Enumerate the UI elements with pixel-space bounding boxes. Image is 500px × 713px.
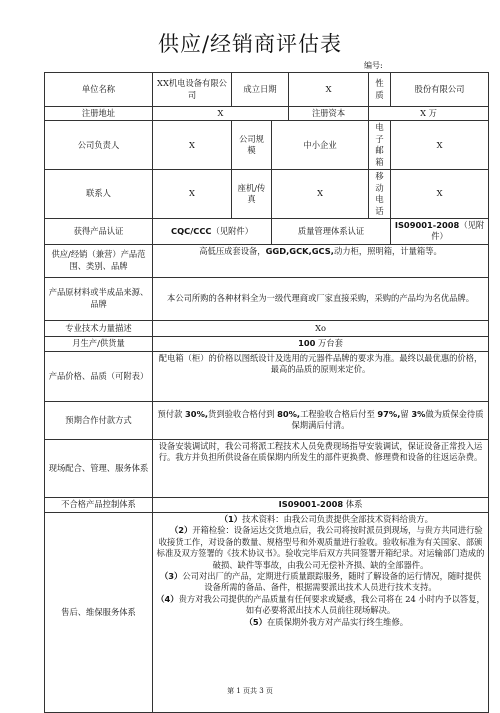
qms-cert-code: IS09001-2008: [394, 219, 460, 230]
product-cert-code: CQC/CCC: [170, 225, 212, 236]
page-footer: 第 1 页共 3 页: [227, 687, 273, 695]
table-row: [45, 121, 489, 170]
product-scope-text-b: 动力柜，照明箱，计量箱等。: [333, 245, 442, 256]
after-sales-item-text: 开箱检验：设备运达交货地点后，我公司将按时派员到现场，与贵方共同进行验收接货工作，对设备的数量、规格型号和外观质量进行验收。验收标准为有关国家、部颁标准及双方签署的《技术协议书》。验收完毕后双方共同签署开箱纪录。对运输部门造成的破损、缺件等事故，由我公司无偿补齐损、缺的全部器件。: [156, 525, 485, 570]
doc-number-label: 编号:: [364, 61, 383, 70]
mobile-value: X: [391, 170, 489, 219]
payment-text: 做为质保金待质保期满后付清。: [291, 408, 484, 431]
after-sales-item-number: （3）: [159, 571, 183, 581]
materials-label: 产品原材料或半成品来源、品牌: [45, 277, 153, 320]
table-row: [45, 497, 489, 512]
after-sales-label: 售后、维保服务体系: [45, 512, 153, 712]
nonconforming-system: 体系: [343, 499, 363, 510]
after-sales-item-text: 技术资料：由我公司负责提供全部技术资料给贵方。: [242, 513, 433, 524]
product-scope-text-a: 高低压成套设备，: [199, 245, 266, 256]
product-cert-note: （见附件）: [211, 225, 254, 236]
reg-address-label: 注册地址: [45, 107, 153, 121]
person-in-charge-value: X: [153, 121, 232, 170]
nature-label: 性质: [369, 73, 391, 107]
after-sales-item-text: 贵方对我公司提供的产品质量有任何要求或疑惑，我公司将在 24 小时内予以答复，如有必要将派出技术人员前往现场解决。: [178, 593, 485, 616]
tech-staff-label: 专业技术力量描述: [45, 320, 153, 336]
capacity-unit: 万台套: [315, 338, 343, 349]
product-cert-value: [153, 218, 272, 244]
after-sales-item: [156, 525, 485, 571]
price-quality-value: 配电箱（柜）的价格以图纸设计及选用的元器件品牌的要求为准。最终以最优惠的价格，最高的品质的原则来定价。: [153, 351, 489, 401]
nonconforming-code: IS09001-2008: [278, 499, 344, 510]
after-sales-item: [156, 514, 485, 525]
table-row: [45, 351, 489, 401]
payment-text: 留: [400, 408, 412, 419]
payment-text: 工程验收合格后付至: [300, 408, 378, 419]
capacity-label: 月生产/供货量: [45, 336, 153, 351]
scale-value: 中小企业: [272, 121, 369, 170]
reg-capital-label: 注册资本: [289, 107, 369, 121]
table-row: [45, 218, 489, 244]
table-row: [45, 320, 489, 336]
price-quality-label: 产品价格、品质（可附表）: [45, 351, 153, 401]
table-row: [45, 336, 489, 351]
after-sales-item-number: （1）: [219, 513, 243, 524]
product-scope-value: [153, 244, 489, 277]
capacity-number: 100: [298, 338, 316, 349]
table-row: [45, 439, 489, 497]
qms-cert-value: [391, 218, 489, 244]
capacity-value: [153, 336, 489, 351]
page-title: 供应/经销商评估表: [157, 32, 343, 56]
product-scope-label: 供应/经销（兼营）产品范围、类别、品牌: [45, 244, 153, 277]
nonconforming-value: [153, 497, 489, 512]
after-sales-item: [156, 594, 485, 617]
phone-fax-label: 座机/传真: [232, 170, 272, 219]
established-value: X: [289, 73, 369, 107]
phone-fax-value: X: [272, 170, 369, 219]
nature-value: 股份有限公司: [391, 73, 489, 107]
table-row: [45, 107, 489, 121]
contact-label: 联系人: [45, 170, 153, 219]
company-name-value: XX机电设备有限公司: [153, 73, 232, 107]
after-sales-item-number: （5）: [244, 616, 267, 627]
payment-label: 预期合作付款方式: [45, 401, 153, 439]
materials-value: 本公司所购的各种材料全为一级代理商或厂家直接采购，采购的产品均为名优品牌。: [153, 277, 489, 320]
mobile-label: 移动电话: [369, 170, 391, 219]
after-sales-item: [156, 571, 485, 594]
person-in-charge-label: 公司负责人: [45, 121, 153, 170]
company-name-label: 单位名称: [45, 73, 153, 107]
after-sales-item-text: 在质保期外我方对产品实行终生维修。: [266, 616, 409, 627]
qms-cert-note: （见附件）: [431, 219, 485, 242]
table-row: [45, 73, 489, 107]
contact-value: X: [153, 170, 232, 219]
nonconforming-label: 不合格产品控制体系: [45, 497, 153, 512]
table-row: [45, 401, 489, 439]
after-sales-item-number: （4）: [156, 593, 179, 604]
payment-value: [153, 401, 489, 439]
onsite-value: 设备安装调试时，我公司将派工程技术人员免费现场指导安装调试，保证设备正常投入运行。我方并负担所供设备在质保期内所发生的部件更换费、修理费和设备的往返运杂费。: [153, 439, 489, 497]
email-label: 电子邮箱: [369, 121, 391, 170]
reg-capital-value: X 万: [369, 107, 489, 121]
payment-percent: 30%,: [185, 408, 209, 419]
product-cert-label: 获得产品认证: [45, 218, 153, 244]
table-row: [45, 277, 489, 320]
table-row: [45, 170, 489, 219]
table-row: [45, 244, 489, 277]
qms-cert-label: 质量管理体系认证: [272, 218, 391, 244]
tech-staff-value: Xo: [153, 320, 489, 336]
product-scope-models: GGD,GCK,GCS,: [265, 245, 334, 256]
payment-percent: 97%,: [377, 408, 401, 419]
scale-label: 公司规模: [232, 121, 272, 170]
payment-percent: 3%: [411, 408, 426, 419]
established-label: 成立日期: [232, 73, 289, 107]
payment-percent: 80%,: [277, 408, 301, 419]
table-row: [45, 512, 489, 712]
payment-text: 预付款: [157, 408, 186, 419]
email-value: X: [391, 121, 489, 170]
evaluation-table: [44, 72, 489, 713]
after-sales-item: [156, 617, 485, 628]
after-sales-item-number: （2）: [169, 525, 193, 536]
payment-text: 货到验收合格付到: [208, 408, 278, 419]
after-sales-item-text: 公司对出厂的产品，定期进行质量跟踪服务，随时了解设备的运行情况，随时提供设备所需的备品、备件，根据需要派出技术人员进行技术支持。: [182, 571, 482, 593]
onsite-label: 现场配合、管理、服务体系: [45, 439, 153, 497]
reg-address-value: X: [153, 107, 289, 121]
after-sales-value: [153, 512, 489, 712]
